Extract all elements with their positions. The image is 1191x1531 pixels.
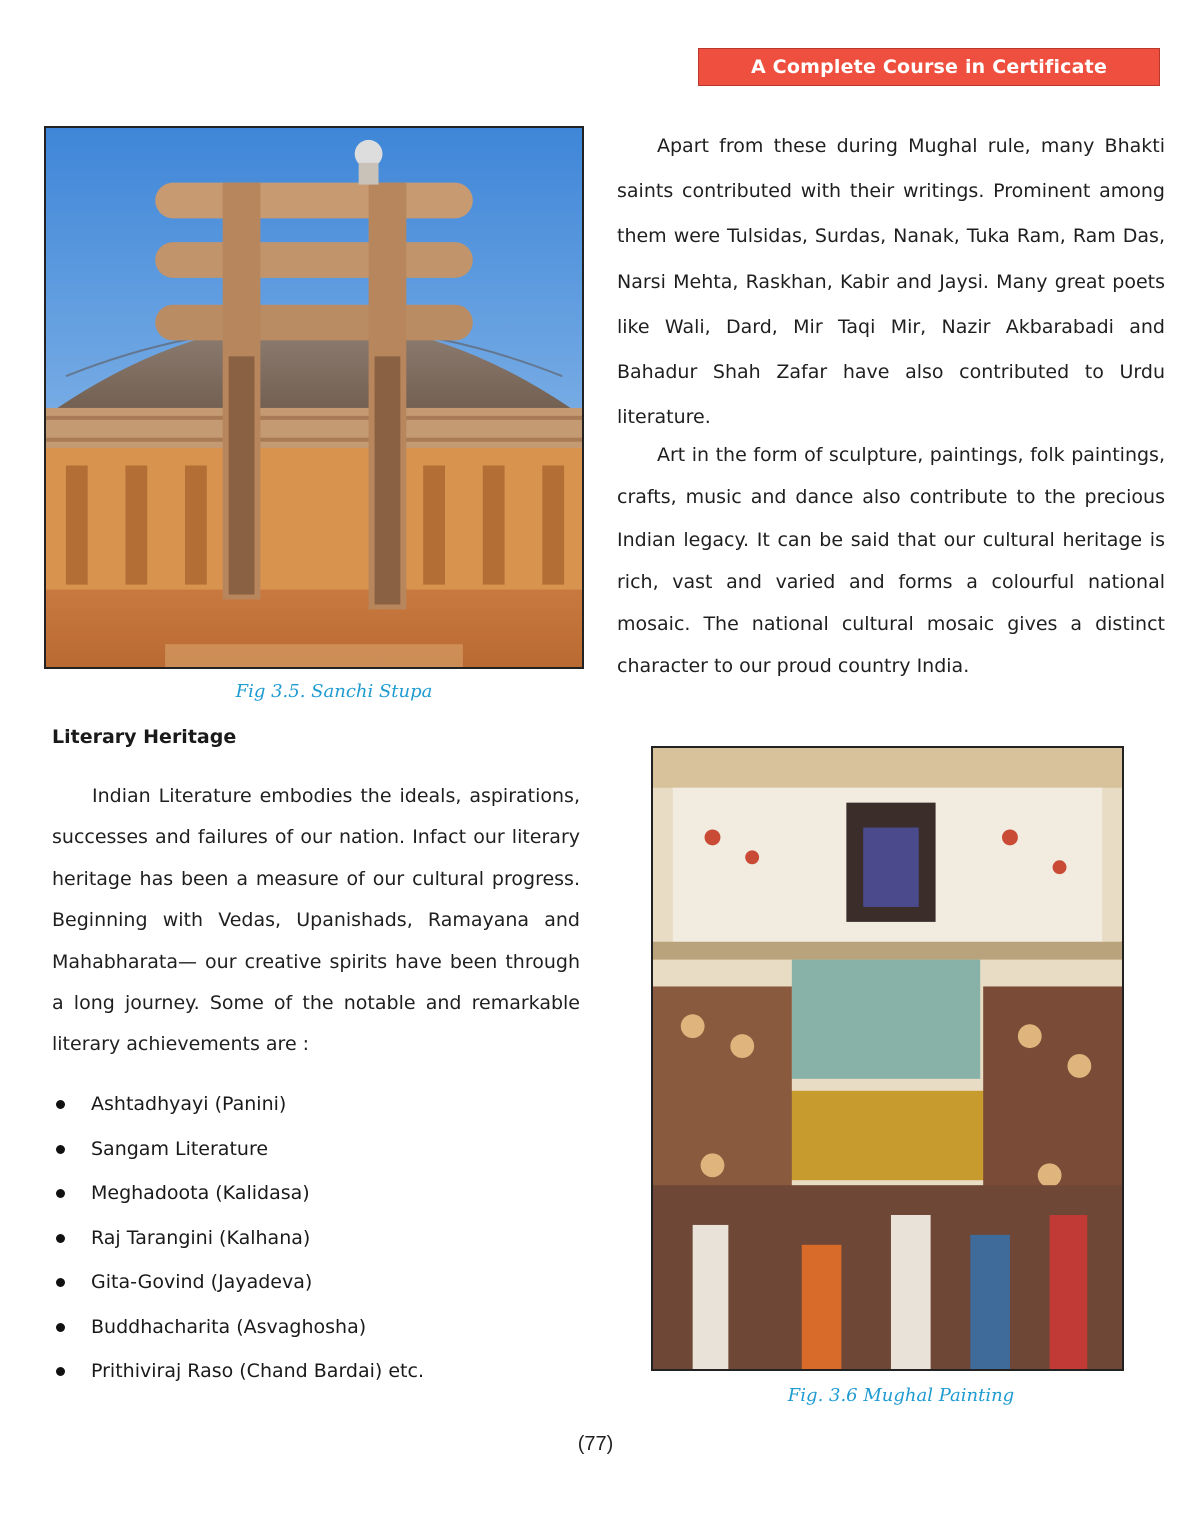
art-paragraph <box>617 434 1165 688</box>
mughal-caption: Fig. 3.6 Mughal Painting <box>787 1385 1015 1406</box>
sanchi-stupa-image <box>44 126 584 669</box>
literary-paragraph <box>52 776 580 1066</box>
bhakti-text: Apart from these during Mughal rule, many Bhakti saints contributed with their writings. Prominent among them were Tulsidas, Surdas, Nanak, Tuka Ram, Ram Das, Narsi Mehta, Raskhan, Kabir and Jaysi. Many great poets like Wali, Dard, Mir Taqi Mir, Nazir Akbarabadi and Bahadur Shah Zafar have also contributed to Urdu literature. <box>617 135 1165 429</box>
list-item: Gita-Govind (Jayadeva) <box>52 1263 572 1308</box>
art-text: Art in the form of sculpture, paintings, folk paintings, crafts, music and dance also contribute to the precious Indian legacy. It can be said that our cultural heritage is rich, vast and varied and forms a colourful national mosaic. The national cultural mosaic gives a distinct character to our proud country India. <box>617 444 1165 678</box>
page-number: (77) <box>577 1433 614 1455</box>
list-item: Sangam Literature <box>52 1130 572 1175</box>
sanchi-caption: Fig 3.5. Sanchi Stupa <box>235 681 433 702</box>
list-item: Ashtadhyayi (Panini) <box>52 1085 572 1130</box>
book-title-banner: A Complete Course in Certificate Geography-II <box>698 48 1160 86</box>
list-item: Raj Tarangini (Kalhana) <box>52 1219 572 1264</box>
list-item: Meghadoota (Kalidasa) <box>52 1174 572 1219</box>
literary-achievements-list <box>52 1085 572 1397</box>
list-item: Buddhacharita (Asvaghosha) <box>52 1308 572 1353</box>
list-item: Prithiviraj Raso (Chand Bardai) etc. <box>52 1352 572 1397</box>
literary-text: Indian Literature embodies the ideals, aspirations, successes and failures of our nation. Infact our literary heritage has been a measure of our cultural progress. Beginning with Vedas, Upanishads, Ramayana and Mahabharata— our creative spirits have been through a long journey. Some of the notable and remarkable literary achievements are : <box>52 785 580 1056</box>
literary-heritage-heading: Literary Heritage <box>52 726 237 748</box>
bhakti-paragraph <box>617 124 1165 440</box>
mughal-painting-image <box>651 746 1124 1371</box>
